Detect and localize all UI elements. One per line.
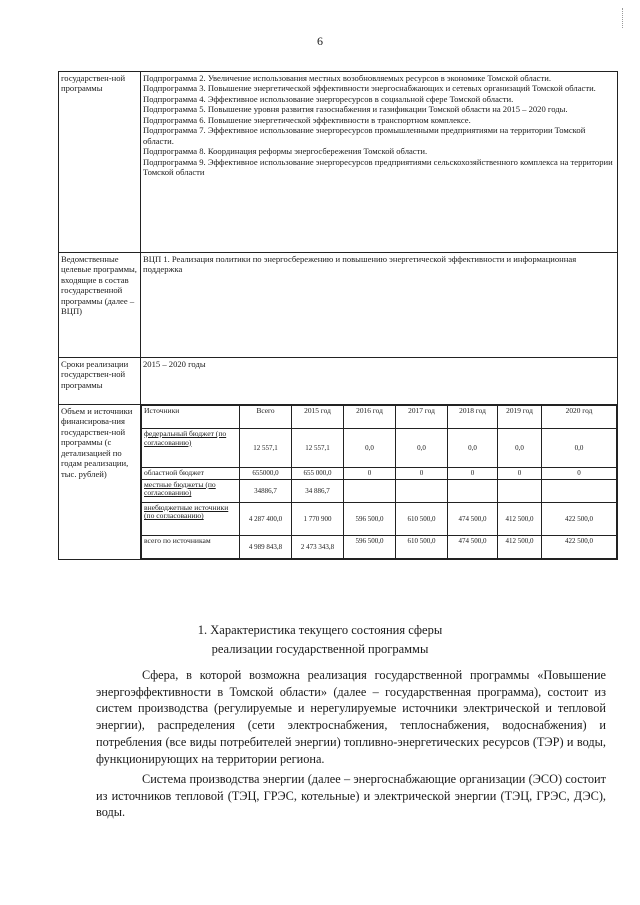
financing-header-row — [142, 406, 617, 429]
amount-cell: 0 — [448, 468, 498, 480]
amount-cell: 422 500,0 — [542, 502, 617, 535]
body-paragraph — [96, 667, 606, 767]
vcp-row — [59, 253, 618, 358]
section-title-line: 1. Характеристика текущего состояния сферы — [197, 623, 443, 637]
amount-cell — [498, 479, 542, 502]
subprogram-item: Подпрограмма 3. Повышение энергетической эффективности энергоснабжающих и сетевых организаций Томской области. — [143, 83, 596, 94]
financing-data-row — [142, 468, 617, 480]
amount-cell: 0 — [542, 468, 617, 480]
amount-cell: 655 000,0 — [292, 468, 344, 480]
financing-row — [59, 405, 618, 560]
subprogram-item: Подпрограмма 2. Увеличение использования местных возобновляемых ресурсов в экономике Томской области. — [143, 73, 551, 83]
amount-cell: 596 500,0 — [344, 502, 396, 535]
source-label: всего по источникам — [142, 535, 240, 558]
header-sources: Источники — [142, 406, 240, 429]
amount-cell — [542, 479, 617, 502]
header-year: 2019 год — [498, 406, 542, 429]
header-year: 2015 год — [292, 406, 344, 429]
header-year: 2017 год — [396, 406, 448, 429]
amount-cell: 655000,0 — [240, 468, 292, 480]
subprograms-row — [59, 72, 618, 253]
amount-cell: 4 287 400,0 — [240, 502, 292, 535]
section-title — [0, 621, 640, 659]
subprogram-item: Подпрограмма 9. Эффективное использование энергоресурсов предприятиями сельскохозяйственного комплекса на территории Томской области — [143, 156, 613, 178]
amount-cell: 12 557,1 — [292, 429, 344, 468]
header-year: 2020 год — [542, 406, 617, 429]
vcp-label: Ведомственные целевые программы, входящие в состав государственной программы (далее – ВЦП) — [59, 253, 141, 358]
margin-mark — [622, 8, 624, 28]
paragraph-text: Сфера, в которой возможна реализация государственной программы «Повышение энергоэффективности в Томской области» (далее – государственная программа), состоит из систем производства (регулируемые и нерегулируемые источники электрической и тепловой энергии), распределения (сети электроснабжения, теплоснабжения, водоснабжения) и потребления (все виды потребителей энергии) топливно-энергетических ресурсов (ТЭР) и воды, функционирующих на территории региона. — [96, 668, 606, 766]
amount-cell: 34886,7 — [240, 479, 292, 502]
amount-cell: 0,0 — [344, 429, 396, 468]
financing-data-row — [142, 502, 617, 535]
amount-cell: 4 989 843,8 — [240, 535, 292, 558]
amount-cell — [448, 479, 498, 502]
subprogram-item: Подпрограмма 7. Эффективное использование энергоресурсов промышленными предприятиями на территории Томской области. — [143, 125, 586, 146]
amount-cell: 0,0 — [542, 429, 617, 468]
amount-cell: 412 500,0 — [498, 502, 542, 535]
page-number: 6 — [317, 34, 323, 48]
financing-data-row — [142, 429, 617, 468]
financing-label: Объем и источники финансирова-ния государствен-ной программы (с детализацией по годам реализации, тыс. рублей) — [59, 405, 141, 560]
source-label: внебюджетные источники (по согласованию) — [142, 502, 240, 535]
amount-cell: 2 473 343,8 — [292, 535, 344, 558]
subprogram-item: Подпрограмма 4. Эффективное использование энергоресурсов в социальной сфере Томской области. — [143, 93, 514, 104]
amount-cell: 596 500,0 — [344, 535, 396, 558]
header-total: Всего — [240, 406, 292, 429]
amount-cell: 0,0 — [448, 429, 498, 468]
subprograms-label: государствен-ной программы — [59, 72, 141, 253]
body-paragraph — [96, 771, 606, 821]
source-label: областной бюджет — [142, 468, 240, 480]
period-row — [59, 358, 618, 405]
amount-cell: 1 770 900 — [292, 502, 344, 535]
section-title-line: реализации государственной программы — [211, 641, 429, 656]
amount-cell: 0 — [396, 468, 448, 480]
financing-total-row — [142, 535, 617, 558]
amount-cell: 474 500,0 — [448, 502, 498, 535]
vcp-value: ВЦП 1. Реализация политики по энергосбережению и повышению энергетической эффективности и информационная поддержка — [141, 253, 618, 358]
financing-table — [141, 405, 617, 559]
amount-cell: 412 500,0 — [498, 535, 542, 558]
subprograms-list — [141, 72, 618, 253]
subprogram-item: Подпрограмма 6. Повышение энергетической эффективности в транспортном комплексе. — [143, 114, 471, 125]
amount-cell: 422 500,0 — [542, 535, 617, 558]
source-label: местные бюджеты (по согласованию) — [142, 479, 240, 502]
amount-cell: 0,0 — [498, 429, 542, 468]
amount-cell: 474 500,0 — [448, 535, 498, 558]
header-year: 2016 год — [344, 406, 396, 429]
subprogram-item: Подпрограмма 8. Координация реформы энергосбережения Томской области. — [143, 146, 428, 157]
amount-cell: 0,0 — [396, 429, 448, 468]
amount-cell: 0 — [498, 468, 542, 480]
amount-cell: 0 — [344, 468, 396, 480]
amount-cell: 34 886,7 — [292, 479, 344, 502]
source-label: федеральный бюджет (по согласованию) — [142, 429, 240, 468]
period-label: Сроки реализации государствен-ной программы — [59, 358, 141, 405]
financing-data-row — [142, 479, 617, 502]
subprogram-item: Подпрограмма 5. Повышение уровня развития газоснабжения и газификации Томской области на 2015 – 2020 годы. — [143, 104, 568, 115]
amount-cell — [344, 479, 396, 502]
amount-cell: 610 500,0 — [396, 535, 448, 558]
program-passport-table — [58, 71, 618, 560]
amount-cell: 12 557,1 — [240, 429, 292, 468]
amount-cell — [396, 479, 448, 502]
paragraph-text: Система производства энергии (далее – энергоснабжающие организации (ЭСО) состоит из источников тепловой (ТЭЦ, ГРЭС, котельные) и электрической энергии (ТЭЦ, ГРЭС, ДЭС), воды. — [96, 772, 606, 820]
header-year: 2018 год — [448, 406, 498, 429]
period-value: 2015 – 2020 годы — [141, 358, 618, 405]
amount-cell: 610 500,0 — [396, 502, 448, 535]
financing-cell — [141, 405, 618, 560]
